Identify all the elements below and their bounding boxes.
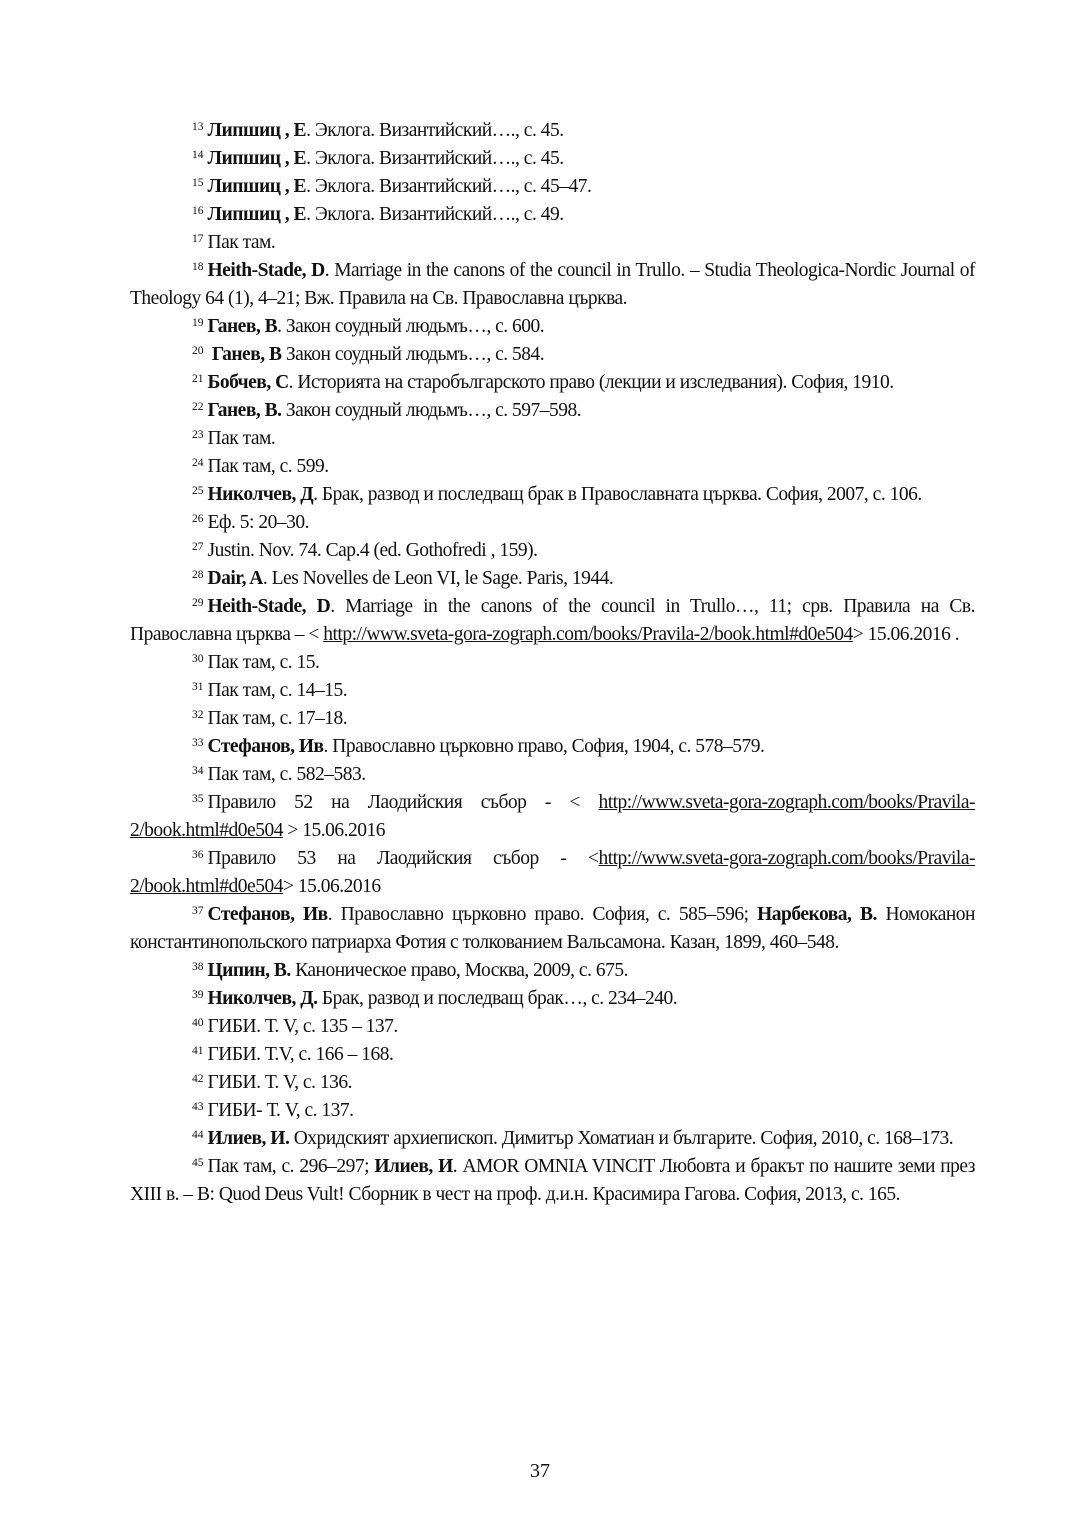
footnote-15 [130,173,975,201]
footnote-26 [130,509,975,537]
footnote-18 [130,257,975,313]
footnote-number: 31 [192,681,204,693]
footnote-number: 22 [192,401,204,413]
page-number: 37 [530,1460,550,1482]
footnote-21 [130,369,975,397]
footnote-number: 15 [192,177,204,189]
footnote-36 [130,845,975,901]
footnote-text: Пак там, с. 14–15. [207,680,348,701]
author-name: Липшиц , Е [207,204,307,225]
footnote-29 [130,593,975,649]
footnote-text: Пак там, с. 17–18. [207,708,348,729]
footnote-30 [130,649,975,677]
footnote-43 [130,1097,975,1125]
footnote-45 [130,1153,975,1209]
footnote-text: . Les Novelles de Leon VI, le Sage. Paris, 1944. [262,568,614,589]
author-name: Heith-Stade, D [207,260,325,281]
footnote-number: 30 [192,653,204,665]
footnote-text: Номоканон константинопольского патриарха Фотия с толкованием Вальсамона. Казан, 1899, 460–548. [130,904,975,953]
footnote-text: Пак там. [207,428,276,449]
footnote-23 [130,425,975,453]
footnote-37 [130,901,975,957]
footnote-13 [130,117,975,145]
author-name: Heith-Stade, D [207,596,331,617]
footnote-text: > 15.06.2016 [282,820,385,841]
footnote-number: 42 [192,1073,204,1085]
footnote-number: 41 [192,1045,204,1057]
footnote-text: . Православно църковно право, София, 1904, с. 578–579. [323,736,765,757]
author-name: Илиев, И [374,1156,453,1177]
footnote-text: Пак там, с. 582–583. [207,764,366,785]
footnote-number: 28 [192,569,204,581]
reference-link[interactable]: http://www.sveta-gora-zograph.com/books/Pravila-2/book.html#d0e504 [323,624,853,645]
footnote-number: 44 [192,1129,204,1141]
footnote-text: Закон соудный людьмъ…, с. 597–598. [281,400,582,421]
footnote-text: . Эклога. Византийский…., с. 45–47. [306,176,592,197]
footnote-41 [130,1041,975,1069]
footnote-text: . Marriage in the canons of the council in Trullo. – Studia Theologica-Nordic Journal of Theology 64 (1), 4–21; Вж. Правила на Св. Православна църква. [130,260,975,309]
footnote-text: Пак там, с. 296–297; [207,1156,375,1177]
footnote-number: 19 [192,317,204,329]
author-name: Николчев, Д. [207,988,318,1009]
footnote-27 [130,537,975,565]
author-name: Илиев, И. [207,1128,290,1149]
footnote-text: Пак там, с. 15. [207,652,320,673]
footnote-text: . Закон соудный людьмъ…, с. 600. [277,316,545,337]
footnote-number: 25 [192,485,204,497]
footnote-25 [130,481,975,509]
reference-link[interactable]: http://www.sveta-gora-zograph.com/books/Pravila-2/book.html#d0e504 [130,792,975,841]
footnote-number: 27 [192,541,204,553]
footnote-number: 20 [192,345,204,357]
author-name: Стефанов, Ив [207,904,328,925]
footnote-16 [130,201,975,229]
footnote-31 [130,677,975,705]
reference-link[interactable]: http://www.sveta-gora-zograph.com/books/Pravila-2/book.html#d0e504 [130,848,975,897]
footnote-text: Правило 53 на Лаодийския събор - < [207,848,599,869]
footnote-text: Каноническое право, Москва, 2009, с. 675. [290,960,628,981]
footnote-number: 29 [192,597,204,609]
footnote-text: Брак, развод и последващ брак…, с. 234–240. [317,988,678,1009]
footnote-text: Охридският архиепископ. Димитър Хоматиан и българите. София, 2010, с. 168–173. [289,1128,954,1149]
footnote-number: 34 [192,765,204,777]
footnote-28 [130,565,975,593]
footnote-44 [130,1125,975,1153]
footnote-text: . Историята на старобългарското право (лекции и изследвания). София, 1910. [288,372,894,393]
footnote-number: 13 [192,121,204,133]
footnote-number: 24 [192,457,204,469]
author-name: Ципин, В. [207,960,291,981]
footnote-42 [130,1069,975,1097]
footnote-17 [130,229,975,257]
footnote-32 [130,705,975,733]
footnote-number: 38 [192,961,204,973]
author-name: Ганев, В [207,316,278,337]
author-name: Ганев, В [207,344,282,365]
footnote-22 [130,397,975,425]
footnote-38 [130,957,975,985]
footnote-number: 32 [192,709,204,721]
author-name: Николчев, Д [207,484,314,505]
footnote-number: 14 [192,149,204,161]
footnote-number: 45 [192,1157,204,1169]
footnote-39 [130,985,975,1013]
footnote-text: ГИБИ- Т. V, с. 137. [207,1100,354,1121]
footnote-19 [130,313,975,341]
footnote-text: Еф. 5: 20–30. [207,512,309,533]
footnote-24 [130,453,975,481]
footnote-text: Закон соудный людьмъ…, с. 584. [281,344,545,365]
footnote-text: ГИБИ. Т. V, с. 135 – 137. [207,1016,398,1037]
footnote-number: 33 [192,737,204,749]
footnote-number: 39 [192,989,204,1001]
author-name: Липшиц , Е [207,176,307,197]
footnote-text: . Эклога. Византийский…., с. 45. [306,120,564,141]
footnote-text: ГИБИ. Т.V, с. 166 – 168. [207,1044,394,1065]
footnote-number: 17 [192,233,204,245]
footnote-text: > 15.06.2016 [282,876,381,897]
footnote-number: 21 [192,373,204,385]
footnote-number: 23 [192,429,204,441]
footnote-text: . Православно църковно право. София, с. 585–596; [327,904,758,925]
footnote-text: > 15.06.2016 . [852,624,960,645]
footnote-text: . Брак, развод и последващ брак в Православната църква. София, 2007, с. 106. [313,484,922,505]
footnote-number: 26 [192,513,204,525]
author-name: Бобчев, С [207,372,289,393]
footnote-35 [130,789,975,845]
author-name: Dair, A [207,568,263,589]
footnote-number: 16 [192,205,204,217]
author-name: Липшиц , Е [207,120,307,141]
footnote-text: Justin. Nov. 74. Cap.4 (ed. Gothofredi , 159). [207,540,538,561]
footnote-text: Правило 52 на Лаодийския събор - < [207,792,599,813]
footnote-14 [130,145,975,173]
footnote-text: . Marriage in the canons of the council in Trullo…, 11; срв. Правила на Св. Православна църква – < [130,596,976,645]
footnote-text: . Эклога. Византийский…., с. 45. [306,148,564,169]
author-name: Нарбекова, В. [757,904,877,925]
footnote-40 [130,1013,975,1041]
footnote-text: ГИБИ. Т. V, с. 136. [207,1072,352,1093]
footnote-33 [130,733,975,761]
author-name: Стефанов, Ив [207,736,324,757]
footnote-number: 18 [192,261,204,273]
footnotes-section [130,117,975,1209]
footnote-text: . Эклога. Византийский…., с. 49. [306,204,564,225]
footnote-20 [130,341,975,369]
footnote-text: Пак там, с. 599. [207,456,329,477]
footnote-text: . AMOR OMNIA VINCIT Любовта и бракът по нашите земи през XIII в. – В: Quod Deus Vult! Сборник в чест на проф. д.и.н. Красимира Гагова. София, 2013, с. 165. [130,1156,976,1205]
footnote-number: 36 [192,849,204,861]
author-name: Ганев, В. [207,400,282,421]
footnote-text: Пак там. [207,232,276,253]
footnote-number: 40 [192,1017,204,1029]
footnote-number: 43 [192,1101,204,1113]
footnote-34 [130,761,975,789]
author-name: Липшиц , Е [207,148,307,169]
footnote-number: 35 [192,793,204,805]
footnote-number: 37 [192,905,204,917]
